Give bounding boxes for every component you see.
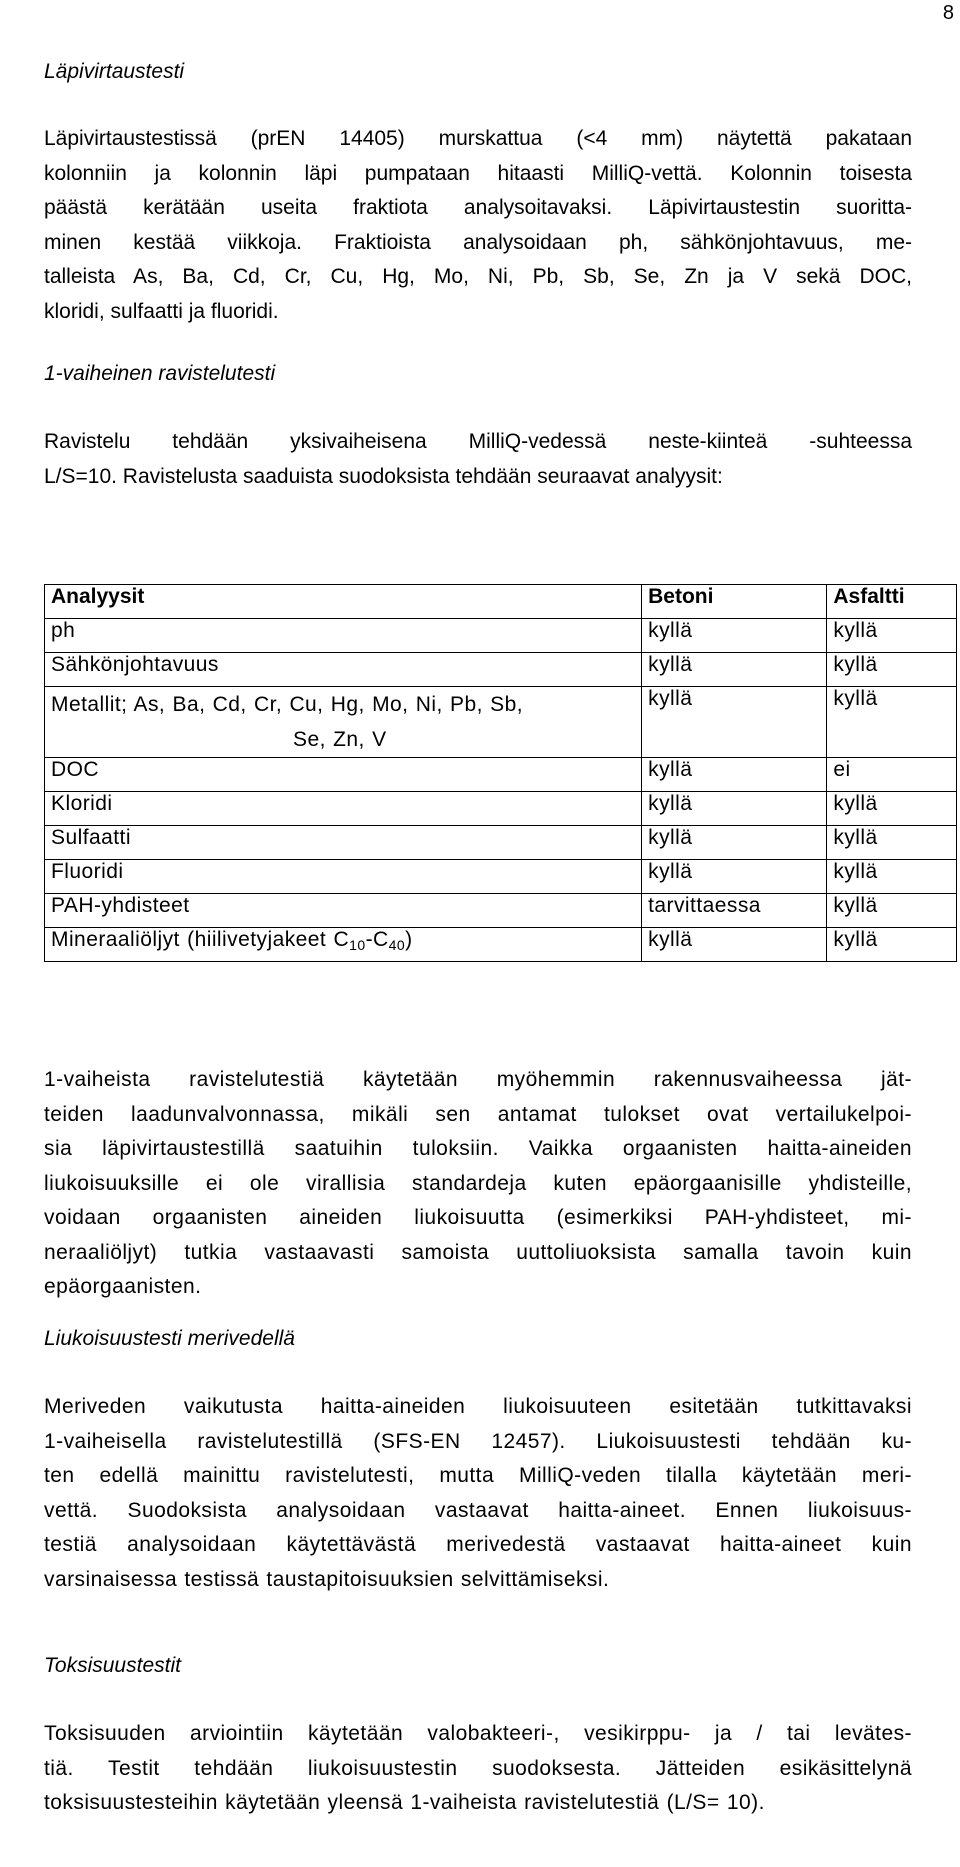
table-row — [45, 653, 957, 687]
text-line: neraaliöljyt) tutkia vastaavasti samoista uuttoliuoksista samalla tavoin kuin — [44, 1240, 912, 1264]
paragraph-liukoisuustesti — [44, 1390, 912, 1597]
asfaltti-value: kyllä — [827, 860, 957, 894]
text-line: Läpivirtaustestissä (prEN 14405) murskattua (<4 mm) näytettä pakataan — [44, 127, 912, 150]
text-line: kolonniin ja kolonnin läpi pumpataan hitaasti MilliQ-vettä. Kolonnin toisesta — [44, 161, 912, 185]
heading-ravistelutesti: 1-vaiheinen ravistelutesti — [44, 362, 276, 385]
analysis-name — [45, 687, 642, 758]
text-line: testiä analysoidaan käytettävästä merivedestä vastaavat haitta-aineet kuin — [44, 1533, 912, 1556]
heading-liukoisuustesti-merivedella: Liukoisuustesti merivedellä — [44, 1327, 295, 1350]
analysis-name: PAH-yhdisteet — [45, 894, 642, 928]
heading-lapivirtaustesti: Läpivirtaustesti — [44, 60, 185, 83]
betoni-value: kyllä — [642, 687, 827, 758]
analysis-name: Kloridi — [45, 792, 642, 826]
asfaltti-value: kyllä — [827, 619, 957, 653]
text-line: minen kestää viikkoja. Fraktioista analysoidaan ph, sähkönjohtavuus, me- — [44, 230, 912, 254]
analysis-name: ph — [45, 619, 642, 653]
header-analyysit: Analyysit — [45, 585, 642, 619]
table-row — [45, 894, 957, 928]
table-row — [45, 687, 957, 758]
betoni-value: kyllä — [642, 619, 827, 653]
analysis-name-line2: Se, Zn, V — [293, 728, 387, 751]
heading-toksisuustestit: Toksisuustestit — [44, 1654, 181, 1677]
asfaltti-value: kyllä — [827, 653, 957, 687]
text-line: päästä kerätään useita fraktiota analysoitavaksi. Läpivirtaustestin suoritta- — [44, 196, 912, 219]
text-line: 1-vaiheisella ravistelutestillä (SFS-EN 12457). Liukoisuustesti tehdään ku- — [44, 1429, 912, 1453]
betoni-value: kyllä — [642, 653, 827, 687]
text-line: kloridi, sulfaatti ja fluoridi. — [44, 299, 279, 323]
analysis-name-line1: Metallit; As, Ba, Cd, Cr, Cu, Hg, Mo, Ni, Pb, Sb, — [51, 693, 524, 716]
asfaltti-value: kyllä — [827, 687, 957, 758]
table-row — [45, 792, 957, 826]
header-asfaltti: Asfaltti — [827, 585, 957, 619]
text-line: tiä. Testit tehdään liukoisuustestin suodoksesta. Jätteiden esikäsittelynä — [44, 1756, 912, 1780]
table-row — [45, 928, 957, 962]
paragraph-ravistelutesti — [44, 425, 912, 494]
betoni-value: tarvittaessa — [642, 894, 827, 928]
analysis-name: Sähkönjohtavuus — [45, 653, 642, 687]
asfaltti-value: kyllä — [827, 928, 957, 962]
paragraph-toksisuustestit — [44, 1717, 912, 1821]
asfaltti-value: ei — [827, 758, 957, 792]
text-line: Toksisuuden arviointiin käytetään valobakteeri-, vesikirppu- ja / tai levätes- — [44, 1722, 912, 1745]
table-row — [45, 860, 957, 894]
analysis-name: Sulfaatti — [45, 826, 642, 860]
analysis-name: Fluoridi — [45, 860, 642, 894]
asfaltti-value: kyllä — [827, 894, 957, 928]
text-line: sia läpivirtaustestillä saatuihin tuloksiin. Vaikka orgaanisten haitta-aineiden — [44, 1137, 912, 1160]
text-line: Ravistelu tehdään yksivaiheisena MilliQ-vedessä neste-kiinteä -suhteessa — [44, 430, 912, 453]
table-row — [45, 758, 957, 792]
text-line: voidaan orgaanisten aineiden liukoisuutta (esimerkiksi PAH-yhdisteet, mi- — [44, 1206, 912, 1229]
table-row — [45, 826, 957, 860]
analysis-name-mid: -C — [365, 928, 389, 951]
text-line: L/S=10. Ravistelusta saaduista suodoksista tehdään seuraavat analyysit: — [44, 464, 723, 488]
table-row — [45, 619, 957, 653]
text-line: 1-vaiheista ravistelutestiä käytetään myöhemmin rakennusvaiheessa jät- — [44, 1068, 912, 1091]
text-line: epäorgaanisten. — [44, 1275, 202, 1298]
asfaltti-value: kyllä — [827, 792, 957, 826]
header-betoni: Betoni — [642, 585, 827, 619]
text-line: toksisuustesteihin käytetään yleensä 1-vaiheista ravistelutestiä (L/S= 10). — [44, 1791, 765, 1814]
betoni-value: kyllä — [642, 758, 827, 792]
analysis-name-prefix: Mineraaliöljyt (hiilivetyjakeet C — [51, 928, 350, 951]
table-header-row — [45, 585, 957, 619]
analysis-name: DOC — [45, 758, 642, 792]
text-line: ten edellä mainittu ravistelutesti, mutta MilliQ-veden tilalla käytetään meri- — [44, 1464, 912, 1487]
text-line: teiden laadunvalvonnassa, mikäli sen antamat tulokset ovat vertailukelpoi- — [44, 1102, 912, 1126]
analysis-name — [45, 928, 642, 962]
text-line: varsinaisessa testissä taustapitoisuuksien selvittämiseksi. — [44, 1567, 610, 1591]
betoni-value: kyllä — [642, 860, 827, 894]
subscript-40: 40 — [388, 937, 406, 953]
analysis-name-suffix: ) — [405, 928, 413, 951]
text-line: Meriveden vaikutusta haitta-aineiden liukoisuuteen esitetään tutkittavaksi — [44, 1395, 912, 1418]
betoni-value: kyllä — [642, 928, 827, 962]
text-line: liukoisuuksille ei ole virallisia standardeja kuten epäorgaanisille yhdisteille, — [44, 1171, 912, 1195]
paragraph-lapivirtaustesti — [44, 122, 912, 329]
asfaltti-value: kyllä — [827, 826, 957, 860]
text-line: talleista As, Ba, Cd, Cr, Cu, Hg, Mo, Ni, Pb, Sb, Se, Zn ja V sekä DOC, — [44, 265, 912, 288]
text-line: vettä. Suodoksista analysoidaan vastaavat haitta-aineet. Ennen liukoisuus- — [44, 1498, 912, 1522]
paragraph-ravistelutesti-kaytto — [44, 1063, 912, 1305]
betoni-value: kyllä — [642, 826, 827, 860]
subscript-10: 10 — [349, 937, 366, 953]
page-number: 8 — [942, 2, 954, 24]
analyses-table — [44, 584, 957, 962]
betoni-value: kyllä — [642, 792, 827, 826]
